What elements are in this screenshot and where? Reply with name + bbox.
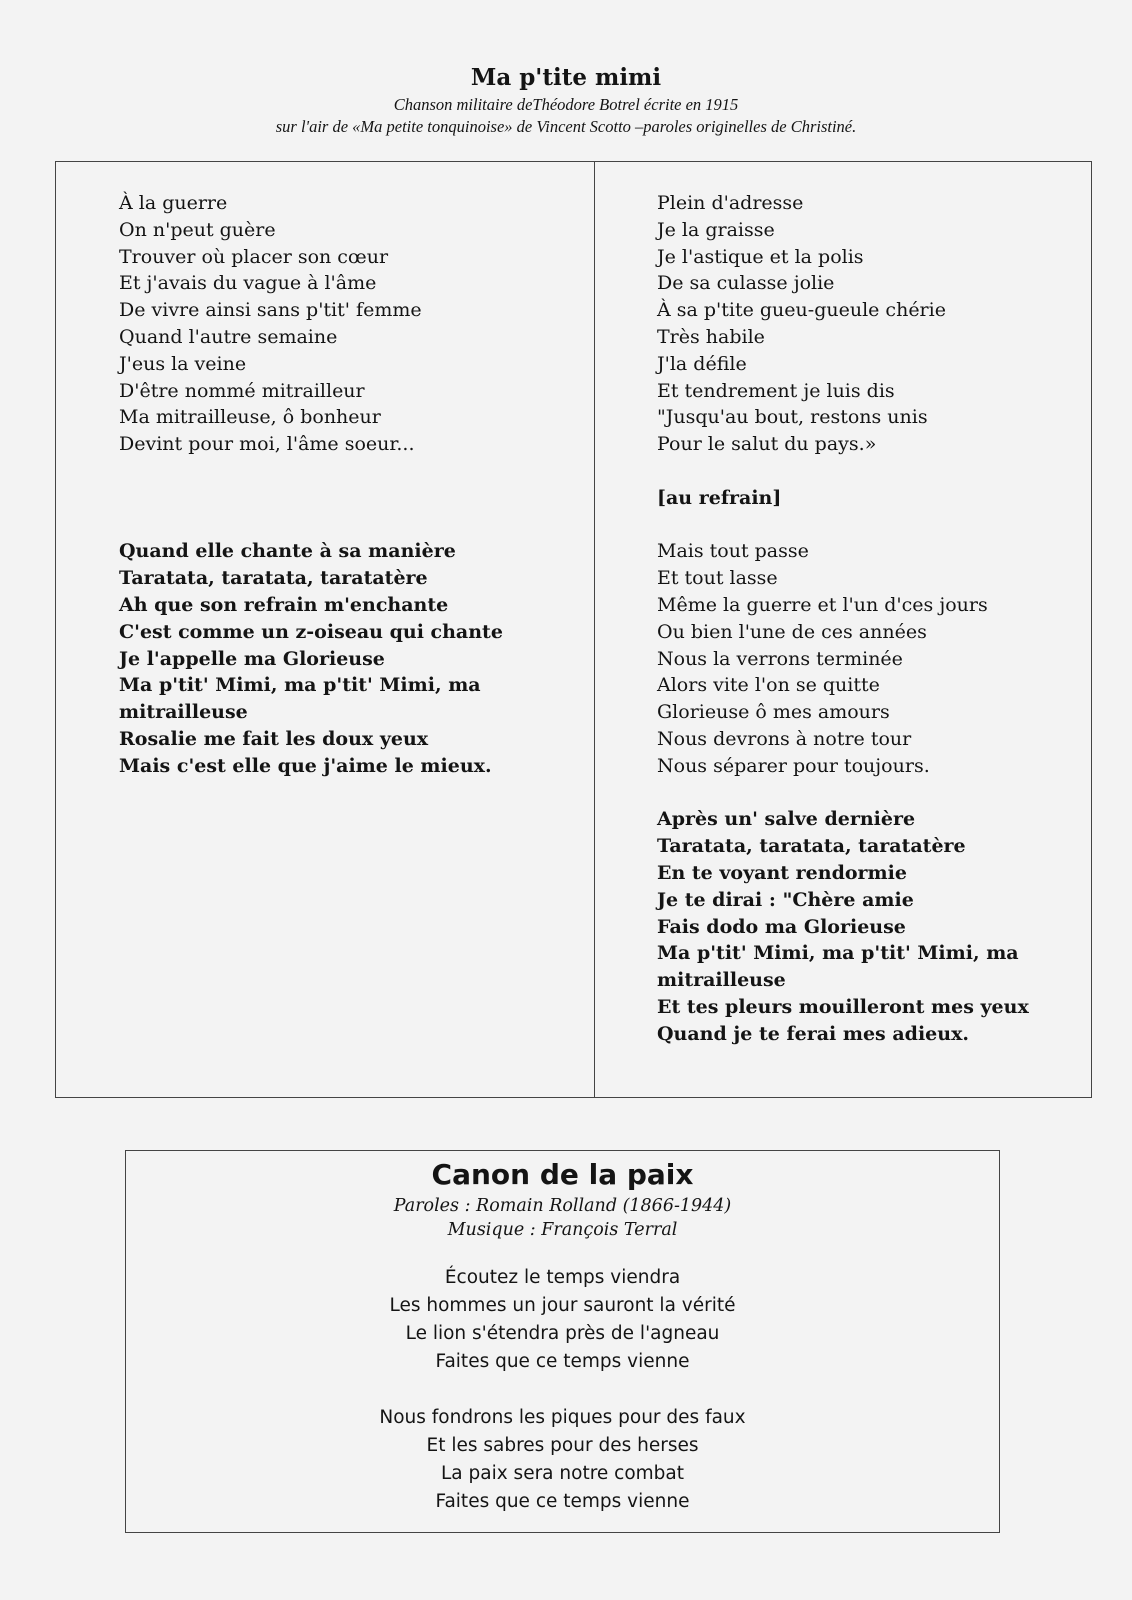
lyric-line: "Jusqu'au bout, restons unis — [657, 406, 928, 429]
lyric-line: Et j'avais du vague à l'âme — [119, 272, 377, 295]
refrain-line: Ma p'tit' Mimi, ma p'tit' Mimi, ma — [657, 942, 1019, 965]
refrain — [119, 538, 503, 779]
verse-2 — [657, 190, 1029, 458]
lyric-line: Quand l'autre semaine — [119, 325, 338, 348]
verse-1 — [119, 190, 503, 458]
lyric-line: Écoutez le temps viendra — [444, 1267, 681, 1288]
lyric-line: Plein d'adresse — [657, 192, 804, 214]
lyric-line: Et tendrement je luis dis — [657, 379, 895, 402]
song1-subtitle-1: Chanson militaire deThéodore Botrel écrite en 1915 — [393, 95, 739, 114]
lyric-line: Je l'astique et la polis — [657, 245, 864, 268]
song1-header — [0, 62, 1132, 138]
lyric-line: À la guerre — [119, 192, 228, 214]
refrain-line: Fais dodo ma Glorieuse — [657, 915, 906, 938]
refrain-line: mitrailleuse — [657, 969, 786, 992]
song1-lyrics-table — [55, 161, 1092, 1098]
refrain-line: Ma p'tit' Mimi, ma p'tit' Mimi, ma — [119, 674, 481, 697]
lyric-line: À sa p'tite gueu-gueule chérie — [657, 299, 946, 322]
refrain-line: Je te dirai : "Chère amie — [657, 888, 914, 911]
lyric-line: De vivre ainsi sans p'tit' femme — [119, 299, 422, 322]
lyric-line: D'être nommé mitrailleur — [119, 379, 365, 402]
lyric-line: Même la guerre et l'un d'ces jours — [657, 593, 988, 616]
lyric-line: Faites que ce temps vienne — [435, 1351, 690, 1372]
right-column — [657, 190, 1029, 1074]
refrain-line: Taratata, taratata, taratatère — [657, 835, 966, 858]
lyric-line: Devint pour moi, l'âme soeur... — [119, 433, 415, 456]
lyric-line: J'eus la veine — [119, 352, 247, 375]
song2-box — [125, 1150, 1000, 1533]
lyric-line: Les hommes un jour sauront la vérité — [389, 1295, 736, 1316]
song1-subtitle-2: sur l'air de «Ma petite tonquinoise» de Vincent Scotto –paroles originelles de Christiné. — [275, 117, 857, 136]
lyric-line: Alors vite l'on se quitte — [657, 674, 880, 697]
song2-composer: Musique : François Terral — [447, 1220, 678, 1240]
song1-title: Ma p'tite mimi — [470, 64, 662, 91]
lyric-line: Faites que ce temps vienne — [435, 1491, 690, 1512]
refrain-line: Après un' salve dernière — [657, 808, 916, 831]
lyric-line: Je la graisse — [657, 218, 775, 241]
lyric-line: Le lion s'étendra près de l'agneau — [405, 1323, 720, 1344]
verse-3 — [657, 538, 1029, 779]
refrain-line: Mais c'est elle que j'aime le mieux. — [119, 754, 492, 777]
refrain-line: Taratata, taratata, taratatère — [119, 567, 428, 590]
refrain-marker-block — [657, 485, 1029, 512]
lyric-line: Pour le salut du pays.» — [657, 433, 877, 456]
song2-lyrics — [126, 1264, 999, 1516]
lyric-line: Très habile — [657, 325, 765, 348]
refrain-line: Rosalie me fait les doux yeux — [119, 727, 429, 750]
lyric-line: Ma mitrailleuse, ô bonheur — [119, 406, 381, 429]
song2-stanza-2 — [126, 1404, 999, 1516]
refrain-line: En te voyant rendormie — [657, 861, 907, 884]
lyric-line: La paix sera notre combat — [440, 1463, 685, 1484]
lyric-line: Nous la verrons terminée — [657, 647, 903, 670]
lyric-line: Nous séparer pour toujours. — [657, 754, 930, 777]
refrain-line: C'est comme un z-oiseau qui chante — [119, 620, 503, 643]
lyric-line: Nous devrons à notre tour — [657, 727, 912, 750]
refrain-line: Quand elle chante à sa manière — [119, 540, 456, 563]
refrain-marker: [au refrain] — [657, 486, 782, 509]
lyric-line: Mais tout passe — [657, 540, 809, 563]
left-column — [119, 190, 503, 806]
lyric-line: Trouver où placer son cœur — [119, 245, 389, 268]
lyric-line: Et tout lasse — [657, 567, 778, 590]
lyric-line: Ou bien l'une de ces années — [657, 620, 927, 643]
refrain-line: Et tes pleurs mouilleront mes yeux — [657, 995, 1029, 1018]
final-refrain — [657, 806, 1029, 1047]
refrain-line: Je l'appelle ma Glorieuse — [119, 647, 385, 670]
song2-stanza-1 — [126, 1264, 999, 1376]
column-divider — [594, 162, 595, 1097]
refrain-line: mitrailleuse — [119, 701, 248, 724]
lyric-line: Nous fondrons les piques pour des faux — [379, 1407, 746, 1428]
lyric-line: J'la défile — [657, 352, 747, 375]
lyric-line: De sa culasse jolie — [657, 272, 835, 295]
refrain-line: Quand je te ferai mes adieux. — [657, 1022, 970, 1045]
song2-title: Canon de la paix — [431, 1158, 694, 1191]
lyric-line: On n'peut guère — [119, 218, 276, 241]
lyric-line: Et les sabres pour des herses — [426, 1435, 699, 1456]
lyric-line: Glorieuse ô mes amours — [657, 701, 890, 724]
refrain-line: Ah que son refrain m'enchante — [119, 593, 449, 616]
song2-lyricist: Paroles : Romain Rolland (1866-1944) — [393, 1196, 732, 1216]
